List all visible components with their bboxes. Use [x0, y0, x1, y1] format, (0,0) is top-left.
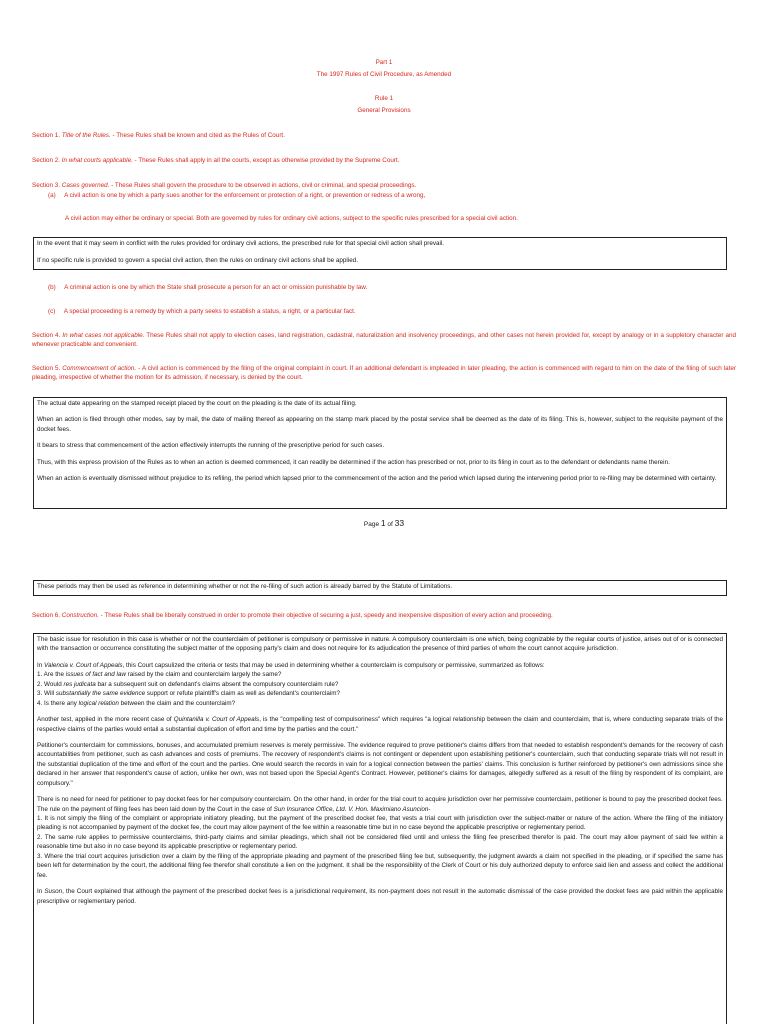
section-3 [32, 181, 736, 190]
section-4-head: Section 4. [32, 332, 63, 339]
annotation-box-1 [33, 237, 727, 270]
annotation-box-2 [33, 397, 727, 509]
rule-item: 2. The same rule applies to permissive counterclaims, third-party claims and similar pleadings, which shall not be considered filed until and unless the filing fee prescribed therefor is paid. The court may allow payment of said fee within a reasonable time but also in no case beyond its applicable prescriptive or reglementary period. [37, 833, 723, 851]
text-run: 2. Would [37, 680, 64, 688]
text-run: raised by the claim and counterclaim largely the same? [125, 671, 282, 679]
page-number [0, 517, 768, 530]
annotation-paragraph [37, 661, 723, 670]
section-4 [32, 331, 736, 350]
page-total: 33 [394, 518, 405, 528]
emphasis: logical relation [78, 699, 119, 707]
text-run: between the claim and the counterclaim? [118, 699, 236, 707]
annotation-paragraph: When an action is eventually dismissed without prejudice to its refiling, the period which lapsed prior to the commencement of the action and the period which lapsed during the intervening period prior to re-filing may be determined with certainty. [37, 475, 717, 483]
annotation-paragraph: The basic issue for resolution in this case is whether or not the counterclaim of petitioner is compulsory or permissive in nature. A compulsory counterclaim is one which, being cognizable by the regular courts of justice, arises out of or is connected with the transaction or occurrence constituting the subject matter of the opposing party's claim and does not require for its adjudication the presence of third parties of whom the court cannot acquire jurisdiction. [37, 636, 723, 653]
section-6-head: Section 6. [32, 612, 62, 619]
test-item [37, 699, 723, 708]
text-run: In [37, 888, 45, 896]
annotation-paragraph: The actual date appearing on the stamped receipt placed by the court on the pleading is the date of its actual filing. [37, 400, 357, 407]
document-page-2 [0, 556, 768, 1024]
text-run: bar a subsequent suit on defendant's claims absent the compulsory counterclaim rule? [95, 680, 339, 688]
emphasis: issues of fact and law [65, 671, 126, 679]
text-run: 4. Is there any [37, 699, 79, 707]
section-2-text: - These Rules shall apply in all the courts, except as otherwise provided by the Supreme Court. [132, 157, 400, 164]
section-5-title: Commencement of action. [62, 365, 137, 372]
section-3c: (c) A special proceeding is a remedy by which a party seeks to establish a status, a right, or a particular fact. [48, 308, 356, 315]
annotation-paragraph: These periods may then be used as reference in determining whether or not the re-filing of such action is already barred by the Statute of Limitations. [37, 583, 453, 590]
annotation-paragraph: It bears to stress that commencement of the action effectively interrupts the running of the prescriptive period for such cases. [37, 442, 385, 450]
section-5-head: Section 5. [32, 365, 63, 372]
section-6-title: Construction. [61, 612, 99, 619]
rule-subtitle: General Provisions [357, 107, 411, 114]
section-4-title: In what cases not applicable. [62, 332, 145, 339]
part-subtitle: The 1997 Rules of Civil Procedure, as Amended [316, 71, 452, 78]
page-of: of [385, 521, 395, 528]
section-2-head: Section 2. [32, 157, 62, 164]
page-label: Page [363, 521, 381, 528]
annotation-box-3 [33, 580, 727, 596]
annotation-paragraph [37, 715, 723, 734]
text-run: , the Court explained that although the payment of the prescribed docket fees is a jurisdictional requirement, its non-payment does not result in the automatic dismissal of the case provided the docket fees are paid within the applicable prescriptive or reglementary period. [37, 888, 723, 905]
text-run: The rule on the payment of filing fees has been laid down by the Court in the case of [37, 805, 274, 813]
section-1 [32, 131, 736, 140]
section-3b: (b) A criminal action is one by which the State shall prosecute a person for an act or omission punishable by law. [48, 284, 368, 291]
section-5 [32, 364, 736, 383]
section-6 [32, 611, 736, 620]
case-name: Valencia v. Court of Appeals [44, 661, 123, 669]
annotation-paragraph: There is no need for need for petitioner to pay docket fees for her compulsory counterclaim. On the other hand, in order for the trial court to acquire jurisdiction over her permissive counterclaim, petitioner is bound to pay the prescribed docket fees. [37, 796, 723, 804]
annotation-paragraph: Thus, with this express provision of the Rules as to when an action is deemed commenced, it can readily be determined if the action has prescribed or not, prior to its filing in court as to the defendant or defendants name therein. [37, 458, 670, 466]
page-gap [0, 538, 768, 556]
text-run: - [428, 805, 431, 813]
section-1-text: - These Rules shall be known and cited as the Rules of Court. [110, 132, 285, 139]
annotation-paragraph [37, 887, 723, 906]
section-3-title: Cases governed. [61, 182, 110, 189]
section-5-text: - A civil action is commenced by the filing of the original complaint in court. If an additional defendant is impleaded in later pleading, the action is commenced with regard to him on the date of the filing of such later pleading, irrespective of whether the motion for its admission, if necessary, is denied by the court. [32, 365, 736, 382]
section-3-head: Section 3. [32, 182, 62, 189]
annotation-paragraph: In the event that it may seem in conflict with the rules provided for ordinary civil actions, the prescribed rule for that special civil action shall prevail. [37, 240, 445, 247]
text-run: 1. Are the [37, 671, 66, 679]
rule-title: Rule 1 [374, 95, 394, 102]
text-run: support or refute plaintiff's claim as well as defendant's counterclaim? [145, 690, 340, 698]
part-title: Part 1 [375, 59, 393, 66]
test-item [37, 670, 723, 679]
annotation-paragraph: When an action is filed through other modes, say by mail, the date of mailing thereof as appearing on the stamp mark placed by the postal service shall be deemed as the date of its filing. This is, however, subject to the requisite payment of the docket fees. [37, 416, 723, 433]
section-6-text: - These Rules shall be liberally construed in order to promote their objective of securing a just, speedy and inexpensive disposition of every action and proceeding. [98, 612, 553, 619]
case-name: Quintanilla v. Court of Appeals [173, 716, 260, 724]
text-run: , this Court capsulized the criteria or tests that may be used in determining whether a counterclaim is compulsory or permissive, summarized as follows: [122, 661, 545, 669]
text-run: In [37, 661, 45, 669]
case-name: Sun Insurance Office, Ltd. V. Hon. Maximiano Asuncion [273, 805, 429, 813]
case-name: Suson [44, 888, 63, 896]
section-3a: (a) A civil action is one by which a party sues another for the enforcement or protection of a right, or prevention or redress of a wrong, [48, 192, 426, 199]
page-current: 1 [380, 518, 386, 528]
test-item [37, 689, 723, 698]
text-run: , is the "compelling test of compulsoriness" which requires "a logical relationship between the claim and counterclaim, that is, where conducting separate trials of the respective claims of the parties would entail a substantial duplication of effort and time by the parties and the court." [37, 716, 723, 733]
annotation-paragraph: Petitioner's counterclaim for commissions, bonuses, and accumulated premium reserves is merely permissive. The evidence required to prove petitioner's claims differs from that needed to establish respondent's demands for the recovery of cash accountabilities from petitioner, such as cash advances and costs of premiums. The recovery of respondent's claims is not contingent or dependent upon establishing petitioner's counterclaim, such that conducting separate trials will not result in the substantial duplication of the time and effort of the court and the parties. One would search the records in vain for a logical connection between the parties' claims. This conclusion is further reinforced by petitioner's own admissions since she declared in her answer that respondent's cause of action, unlike her own, was not based upon the Special Agent's Contract. However, petitioner's claims for damages, allegedly suffered as a result of the filing by respondent of its complaint, are compulsory." [37, 741, 723, 787]
annotation-box-4 [33, 633, 727, 1024]
annotation-paragraph: If no specific rule is provided to govern a special civil action, then the rules on ordinary civil actions shall be applied. [37, 257, 358, 265]
section-2-title: In what courts applicable. [61, 157, 133, 164]
section-3a-detail: A civil action may either be ordinary or special. Both are governed by rules for ordinary civil actions, subject to the specific rules prescribed for a special civil action. [65, 215, 518, 222]
section-1-title: Title of the Rules. [61, 132, 111, 139]
section-2 [32, 156, 736, 165]
section-3-text: - These Rules shall govern the procedure to be observed in actions, civil or criminal, and special proceedings. [109, 182, 417, 189]
emphasis: res judicata [63, 680, 96, 688]
emphasis: substantially the same evidence [55, 690, 146, 698]
section-1-head: Section 1. [32, 132, 62, 139]
section-4-text: These Rules shall not apply to election cases, land registration, cadastral, naturalization and insolvency proceedings, and other cases not herein provided for, except by analogy or in a suppletory character and whenever practicable and convenient. [32, 332, 736, 349]
test-item [37, 680, 723, 689]
rule-item: 1. It is not simply the filing of the complaint or appropriate initiatory pleading, but the payment of the prescribed docket fee, that vests a trial court with jurisdiction over the subject-matter or nature of the action. Where the filing of the initiatory pleading is not accompanied by payment of the docket fee, the court may allow payment of the fee within a reasonable time but in no case beyond the applicable prescriptive or reglementary period. [37, 815, 723, 832]
rule-item: 3. Where the trial court acquires jurisdiction over a claim by the filing of the appropriate pleading and payment of the prescribed filing fee but, subsequently, the judgment awards a claim not specified in the pleading, or if specified the same has been left for determination by the court, the additional filing fee therefor shall constitute a lien on the judgment. It shall be the responsibility of the Clerk of Court or his duly authorized deputy to enforce said lien and assess and collect the additional fee. [37, 852, 723, 879]
annotation-paragraph [37, 805, 723, 814]
text-run: Another test, applied in the more recent case of [37, 716, 174, 724]
text-run: 3. Will [37, 690, 56, 698]
